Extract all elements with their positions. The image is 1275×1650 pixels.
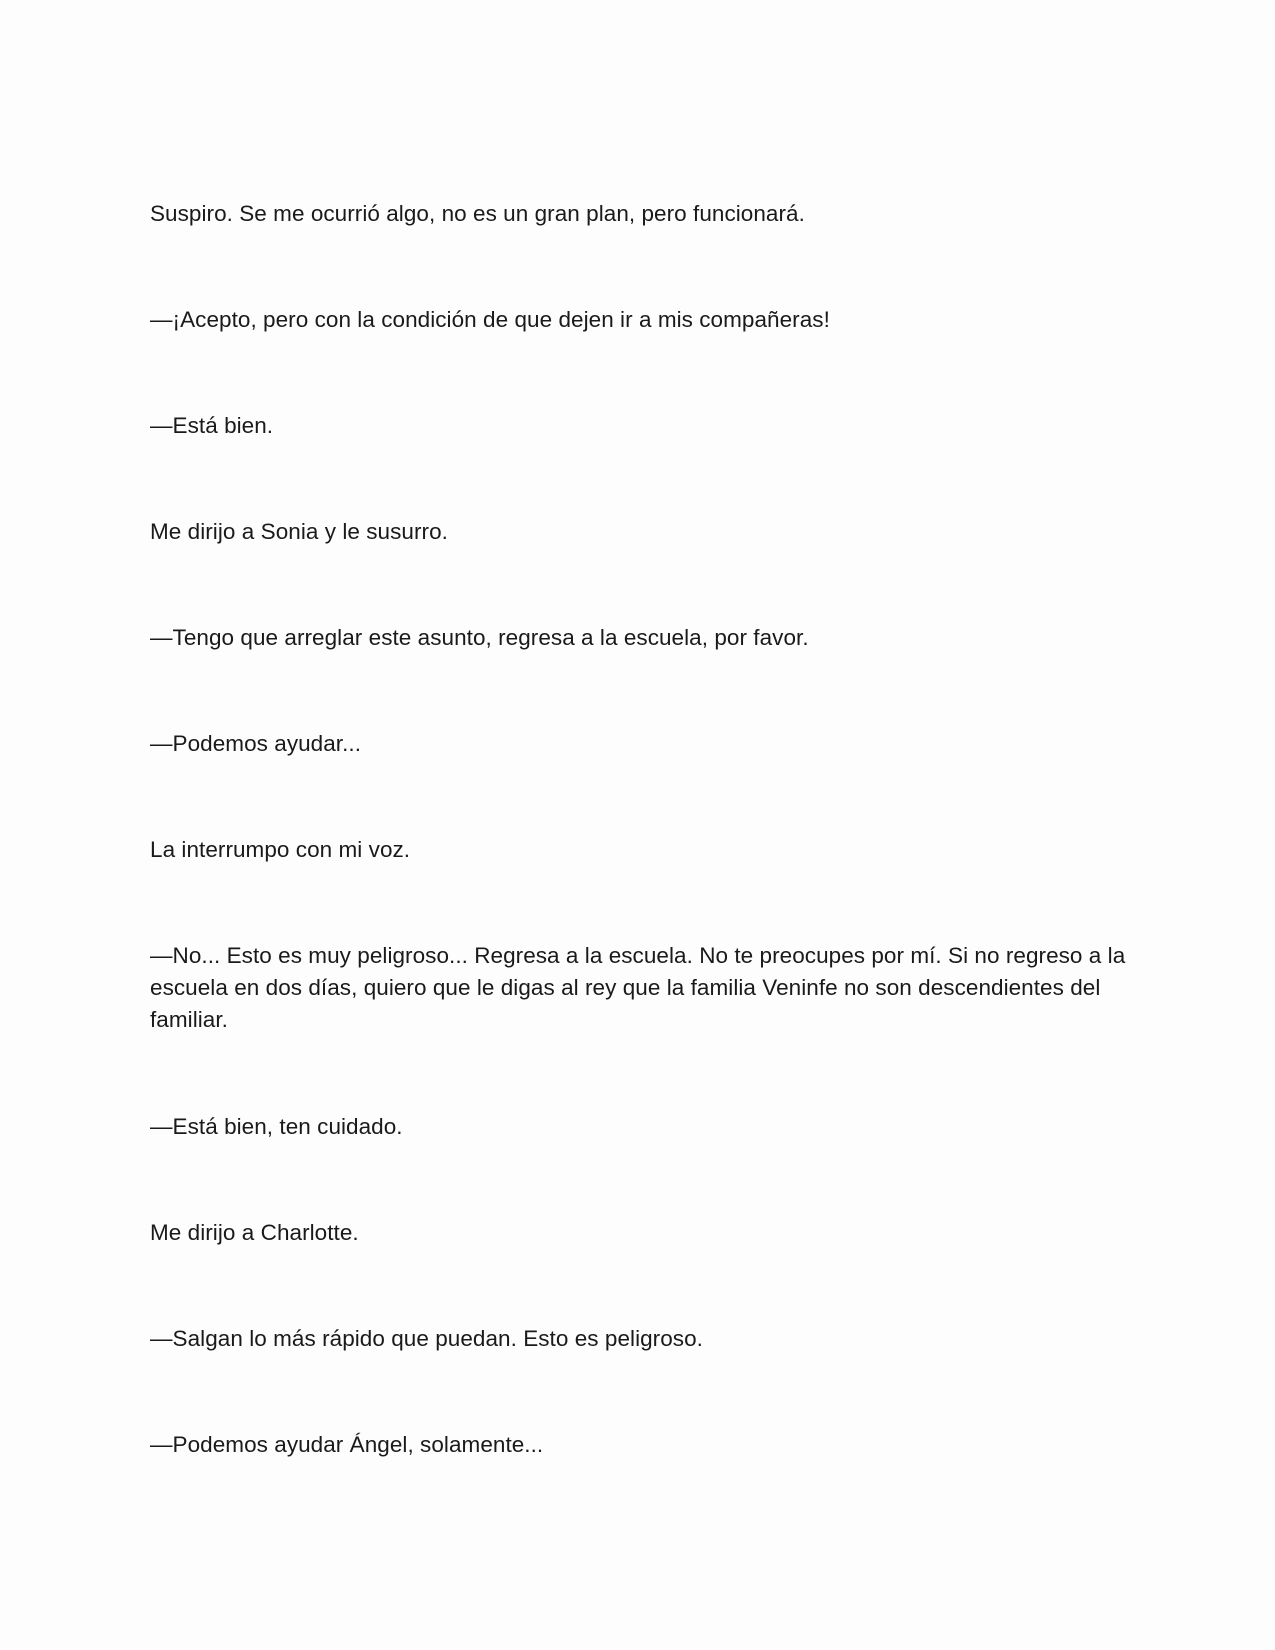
paragraph: Suspiro. Se me ocurrió algo, no es un gran plan, pero funcionará.: [150, 201, 805, 226]
paragraph: —¡Acepto, pero con la condición de que dejen ir a mis compañeras!: [150, 307, 830, 332]
paragraph: —No... Esto es muy peligroso... Regresa a la escuela. No te preocupes por mí. Si no regreso a la escuela en dos días, quiero que le digas al rey que la familia Veninfe no son descendientes del familiar.: [150, 943, 1126, 1032]
paragraph: Me dirijo a Charlotte.: [150, 1220, 359, 1245]
paragraph: Me dirijo a Sonia y le susurro.: [150, 519, 448, 544]
paragraph: —Salgan lo más rápido que puedan. Esto es peligroso.: [150, 1326, 703, 1351]
paragraph: —Está bien, ten cuidado.: [150, 1114, 403, 1139]
paragraph: —Podemos ayudar...: [150, 731, 362, 756]
body-text: [150, 198, 1140, 1535]
paragraph: —Está bien.: [150, 413, 274, 438]
paragraph: —Podemos ayudar Ángel, solamente...: [150, 1432, 544, 1457]
paragraph: La interrumpo con mi voz.: [150, 837, 411, 862]
paragraph: —Tengo que arreglar este asunto, regresa a la escuela, por favor.: [150, 625, 809, 650]
